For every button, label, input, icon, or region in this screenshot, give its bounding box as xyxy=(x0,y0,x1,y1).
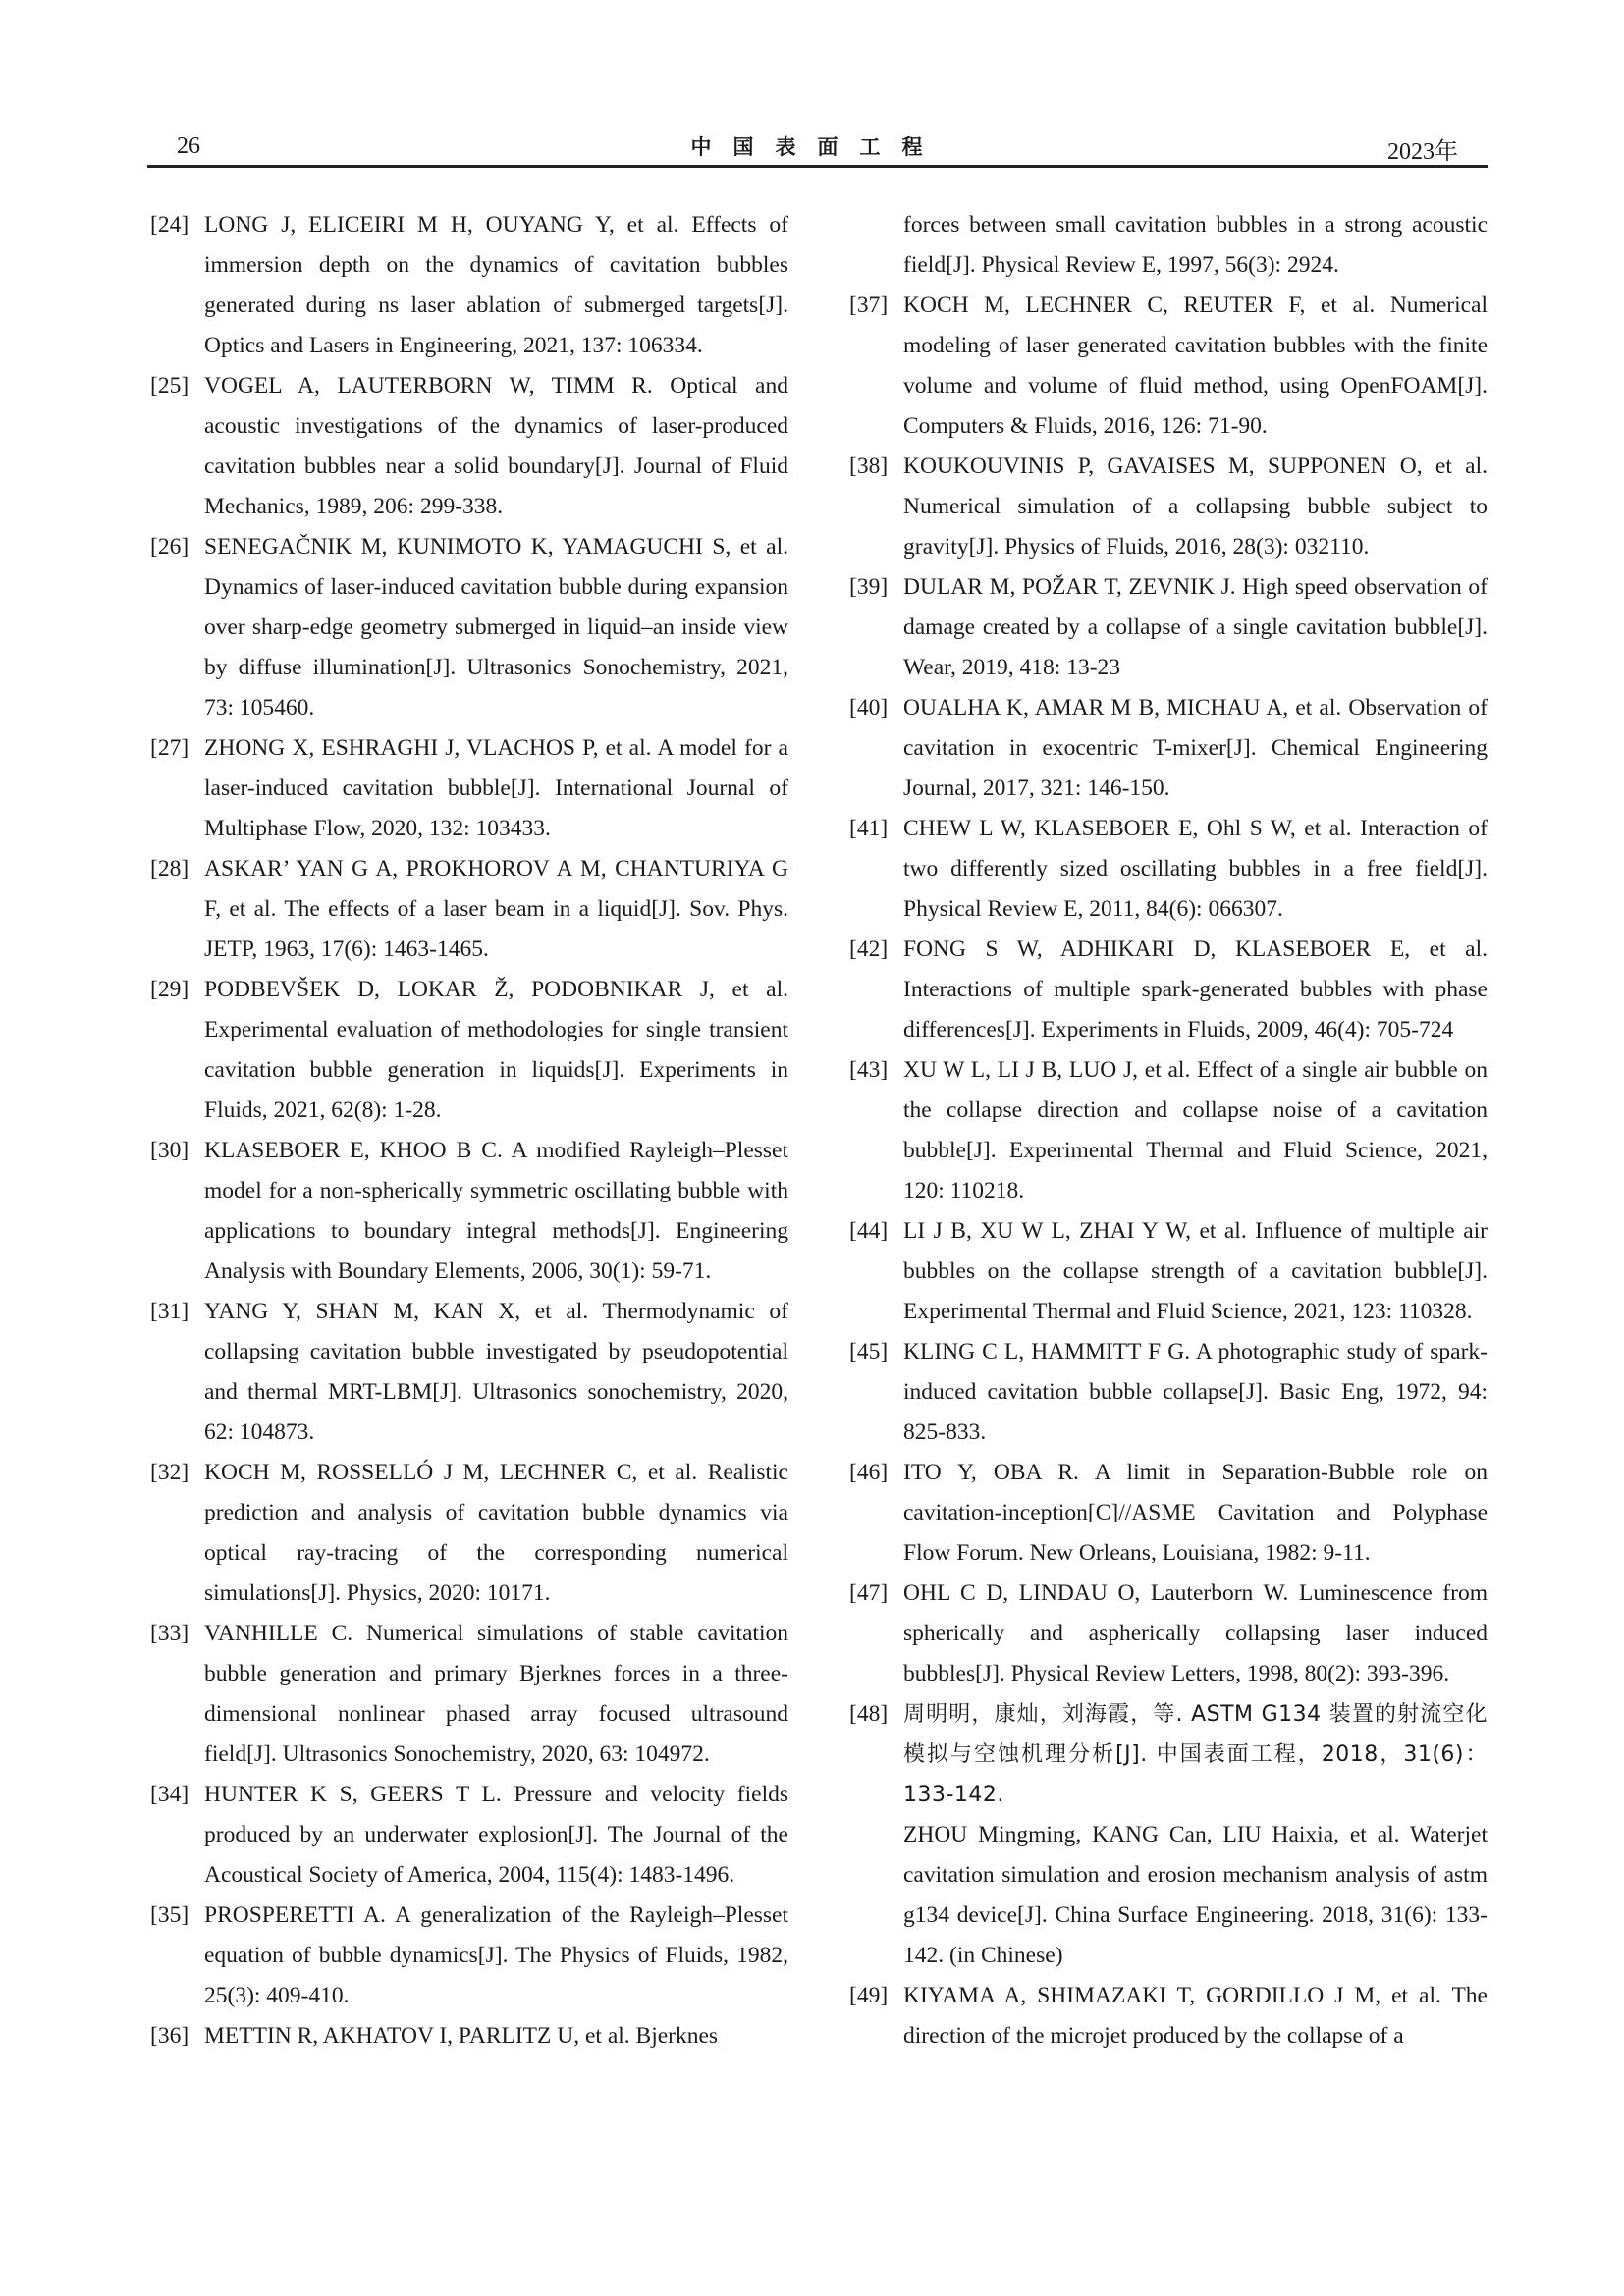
reference-text: DULAR M, POŽAR T, ZEVNIK J. High speed observation of damage created by a collapse of a single cavitation bubble[J]. Wear, 2019, 418: 13-23 xyxy=(903,574,1488,680)
reference-entry xyxy=(846,286,1488,447)
reference-entry xyxy=(846,1976,1488,2056)
reference-text: OHL C D, LINDAU O, Lauterborn W. Luminescence from spherically and aspherically collapsing laser induced bubbles[J]. Physical Review Letters, 1998, 80(2): 393-396. xyxy=(903,1580,1488,1686)
year: 2023年 xyxy=(1387,139,1458,165)
reference-text: KLING C L, HAMMITT F G. A photographic study of spark-induced cavitation bubble collapse[J]. Basic Eng, 1972, 94: 825-833. xyxy=(903,1339,1488,1445)
reference-text: VOGEL A, LAUTERBORN W, TIMM R. Optical and acoustic investigations of the dynamics of laser-produced cavitation bubbles near a solid boundary[J]. Journal of Fluid Mechanics, 1989, 206: 299-338. xyxy=(204,373,788,519)
reference-text: ASKAR’ YAN G A, PROKHOROV A M, CHANTURIYA G F, et al. The effects of a laser beam in a liquid[J]. Sov. Phys. JETP, 1963, 17(6): 1463-1465. xyxy=(204,856,788,962)
reference-text: CHEW L W, KLASEBOER E, Ohl S W, et al. Interaction of two differently sized oscillating bubbles in a free field[J]. Physical Review E, 2011, 84(6): 066307. xyxy=(903,816,1488,922)
reference-entry xyxy=(846,1453,1488,1574)
reference-entry xyxy=(147,970,788,1131)
reference-number: [25] xyxy=(150,373,189,399)
reference-number: [42] xyxy=(849,936,889,962)
left-column xyxy=(147,205,788,2056)
reference-entry xyxy=(147,849,788,970)
reference-text: ITO Y, OBA R. A limit in Separation-Bubble role on cavitation-inception[C]//ASME Cavitation and Polyphase Flow Forum. New Orleans, Louisiana, 1982: 9-11. xyxy=(903,1460,1488,1566)
reference-number: [27] xyxy=(150,735,189,761)
page-header xyxy=(147,128,1488,167)
journal-title: 中国表面工程 xyxy=(690,135,945,159)
reference-text: KOUKOUVINIS P, GAVAISES M, SUPPONEN O, et al. Numerical simulation of a collapsing bubble subject to gravity[J]. Physics of Fluids, 2016, 28(3): 032110. xyxy=(903,454,1488,560)
reference-text-english: ZHOU Mingming, KANG Can, LIU Haixia, et al. Waterjet cavitation simulation and erosion mechanism analysis of astm g134 device[J]. China Surface Engineering. 2018, 31(6): 133-142. (in Chinese) xyxy=(903,1822,1488,1968)
reference-entry xyxy=(846,688,1488,809)
reference-text: forces between small cavitation bubbles in a strong acoustic field[J]. Physical Review E, 1997, 56(3): 2924. xyxy=(903,212,1488,278)
reference-number: [26] xyxy=(150,534,189,560)
reference-entry xyxy=(147,205,788,366)
reference-text: KIYAMA A, SHIMAZAKI T, GORDILLO J M, et al. The direction of the microjet produced by the collapse of a xyxy=(903,1983,1488,2049)
page-number: 26 xyxy=(177,133,200,159)
reference-text: HUNTER K S, GEERS T L. Pressure and velocity fields produced by an underwater explosion[J]. The Journal of the Acoustical Society of America, 2004, 115(4): 1483-1496. xyxy=(204,1782,788,1888)
reference-entry xyxy=(846,567,1488,688)
header-rule xyxy=(147,165,1488,168)
reference-number: [48] xyxy=(849,1701,889,1727)
reference-entry xyxy=(846,930,1488,1050)
reference-number: [49] xyxy=(849,1983,889,2008)
reference-entry xyxy=(846,447,1488,567)
reference-number: [41] xyxy=(849,816,889,841)
reference-entry xyxy=(147,1614,788,1775)
right-column xyxy=(846,205,1488,2056)
reference-number: [29] xyxy=(150,977,189,1002)
reference-entry xyxy=(846,1050,1488,1211)
reference-text: PROSPERETTI A. A generalization of the Rayleigh–Plesset equation of bubble dynamics[J]. The Physics of Fluids, 1982, 25(3): 409-410. xyxy=(204,1902,788,2008)
reference-number: [40] xyxy=(849,695,889,721)
reference-entry xyxy=(147,1896,788,2016)
reference-number: [36] xyxy=(150,2023,189,2049)
reference-entry xyxy=(846,1332,1488,1453)
reference-entry xyxy=(846,809,1488,930)
reference-text: PODBEVŠEK D, LOKAR Ž, PODOBNIKAR J, et al. Experimental evaluation of methodologies for single transient cavitation bubble generation in liquids[J]. Experiments in Fluids, 2021, 62(8): 1-28. xyxy=(204,977,788,1123)
reference-text: OUALHA K, AMAR M B, MICHAU A, et al. Observation of cavitation in exocentric T-mixer[J]. Chemical Engineering Journal, 2017, 321: 146-150. xyxy=(903,695,1488,801)
reference-entry xyxy=(147,527,788,728)
reference-text: LONG J, ELICEIRI M H, OUYANG Y, et al. Effects of immersion depth on the dynamics of cavitation bubbles generated during ns laser ablation of submerged targets[J]. Optics and Lasers in Engineering, 2021, 137: 106334. xyxy=(204,212,788,358)
reference-text-chinese: 周明明，康灿，刘海霞，等. ASTM G134 装置的射流空化模拟与空蚀机理分析[J]. 中国表面工程，2018，31(6)：133-142. xyxy=(903,1702,1488,1807)
reference-text: SENEGAČNIK M, KUNIMOTO K, YAMAGUCHI S, et al. Dynamics of laser-induced cavitation bubble during expansion over sharp-edge geometry submerged in liquid–an inside view by diffuse illumination[J]. Ultrasonics Sonochemistry, 2021, 73: 105460. xyxy=(204,534,788,721)
reference-number: [24] xyxy=(150,212,189,238)
reference-number: [34] xyxy=(150,1782,189,1807)
reference-entry xyxy=(147,1775,788,1896)
reference-entry xyxy=(147,1131,788,1292)
reference-number: [30] xyxy=(150,1138,189,1163)
reference-number: [47] xyxy=(849,1580,889,1606)
reference-number: [39] xyxy=(849,574,889,600)
reference-text: XU W L, LI J B, LUO J, et al. Effect of a single air bubble on the collapse direction and collapse noise of a cavitation bubble[J]. Experimental Thermal and Fluid Science, 2021, 120: 110218. xyxy=(903,1057,1488,1203)
reference-number: [35] xyxy=(150,1902,189,1928)
reference-text: ZHONG X, ESHRAGHI J, VLACHOS P, et al. A model for a laser-induced cavitation bubble[J]. International Journal of Multiphase Flow, 2020, 132: 103433. xyxy=(204,735,788,841)
reference-continuation xyxy=(846,205,1488,286)
reference-entry xyxy=(846,1574,1488,1694)
reference-number: [28] xyxy=(150,856,189,881)
reference-text: LI J B, XU W L, ZHAI Y W, et al. Influence of multiple air bubbles on the collapse strength of a cavitation bubble[J]. Experimental Thermal and Fluid Science, 2021, 123: 110328. xyxy=(903,1218,1488,1324)
reference-entry xyxy=(147,2016,788,2056)
reference-number: [37] xyxy=(849,293,889,318)
reference-number: [44] xyxy=(849,1218,889,1244)
reference-entry xyxy=(147,728,788,849)
reference-number: [38] xyxy=(849,454,889,479)
reference-text: METTIN R, AKHATOV I, PARLITZ U, et al. Bjerknes xyxy=(204,2023,719,2049)
reference-entry xyxy=(147,1292,788,1453)
reference-text: KLASEBOER E, KHOO B C. A modified Rayleigh–Plesset model for a non-spherically symmetric oscillating bubble with applications to boundary integral methods[J]. Engineering Analysis with Boundary Elements, 2006, 30(1): 59-71. xyxy=(204,1138,788,1284)
reference-text: KOCH M, LECHNER C, REUTER F, et al. Numerical modeling of laser generated cavitation bubbles with the finite volume and volume of fluid method, using OpenFOAM[J]. Computers & Fluids, 2016, 126: 71-90. xyxy=(903,293,1488,439)
reference-entry xyxy=(846,1694,1488,1976)
reference-text: KOCH M, ROSSELLÓ J M, LECHNER C, et al. Realistic prediction and analysis of cavitation bubble dynamics via optical ray-tracing of the corresponding numerical simulations[J]. Physics, 2020: 10171. xyxy=(204,1460,788,1606)
reference-text: VANHILLE C. Numerical simulations of stable cavitation bubble generation and primary Bjerknes forces in a three-dimensional nonlinear phased array focused ultrasound field[J]. Ultrasonics Sonochemistry, 2020, 63: 104972. xyxy=(204,1621,788,1767)
reference-number: [33] xyxy=(150,1621,189,1646)
reference-entry xyxy=(147,366,788,527)
reference-text: YANG Y, SHAN M, KAN X, et al. Thermodynamic of collapsing cavitation bubble investigated by pseudopotential and thermal MRT-LBM[J]. Ultrasonics sonochemistry, 2020, 62: 104873. xyxy=(204,1299,788,1445)
reference-number: [46] xyxy=(849,1460,889,1485)
reference-text: FONG S W, ADHIKARI D, KLASEBOER E, et al. Interactions of multiple spark-generated bubbles with phase differences[J]. Experiments in Fluids, 2009, 46(4): 705-724 xyxy=(903,936,1488,1042)
reference-entry xyxy=(147,1453,788,1614)
reference-number: [31] xyxy=(150,1299,189,1324)
reference-number: [45] xyxy=(849,1339,889,1364)
reference-number: [43] xyxy=(849,1057,889,1083)
reference-entry xyxy=(846,1211,1488,1332)
reference-number: [32] xyxy=(150,1460,189,1485)
